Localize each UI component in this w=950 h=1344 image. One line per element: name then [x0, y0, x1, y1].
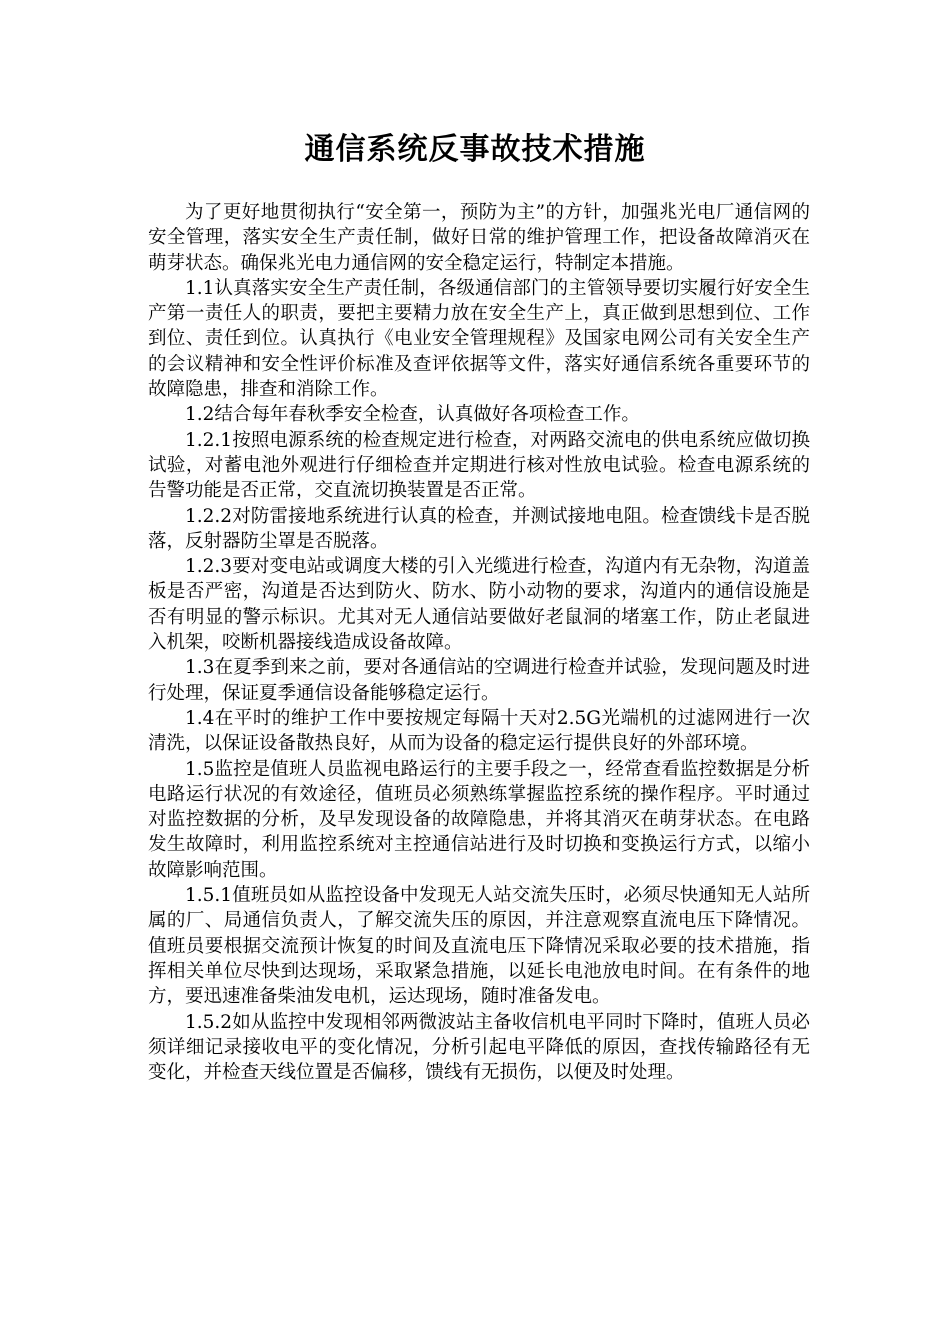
- section-1-5-1-paragraph: 1.5.1值班员如从监控设备中发现无人站交流失压时，必须尽快通知无人站所属的厂、局通信负责人，了解交流失压的原因，并注意观察直流电压下降情况。值班员要根据交流预计恢复的时间及直流电压下降情况采取必要的技术措施，指挥相关单位尽快到达现场，采取紧急措施，以延长电池放电时间。在有条件的地方，要迅速准备柴油发电机，运达现场，随时准备发电。: [148, 885, 810, 1008]
- section-1-2-3-paragraph: 1.2.3要对变电站或调度大楼的引入光缆进行检查，沟道内有无杂物，沟道盖板是否严密，沟道是否达到防火、防水、防小动物的要求，沟道内的通信设施是否有明显的警示标识。尤其对无人通信站要做好老鼠洞的堵塞工作，防止老鼠进入机架，咬断机器接线造成设备故障。: [148, 556, 810, 654]
- intro-paragraph: 为了更好地贯彻执行“安全第一，预防为主”的方针，加强兆光电厂通信网的安全管理，落实安全生产责任制，做好日常的维护管理工作，把设备故障消灭在萌芽状态。确保兆光电力通信网的安全稳定运行，特制定本措施。: [148, 202, 810, 274]
- section-1-1-paragraph: 1.1认真落实安全生产责任制，各级通信部门的主管领导要切实履行好安全生产第一责任人的职责，要把主要精力放在安全生产上，真正做到思想到位、工作到位、责任到位。认真执行《电业安全管理规程》及国家电网公司有关安全生产的会议精神和安全性评价标准及查评依据等文件，落实好通信系统各重要环节的故障隐患，排查和消除工作。: [148, 277, 810, 401]
- section-1-3-paragraph: 1.3在夏季到来之前，要对各通信站的空调进行检查并试验，发现问题及时进行处理，保证夏季通信设备能够稳定运行。: [148, 657, 810, 704]
- document-body: [148, 200, 810, 1085]
- section-1-5-paragraph: 1.5监控是值班人员监视电路运行的主要手段之一，经常查看监控数据是分析电路运行状况的有效途径，值班员必须熟练掌握监控系统的操作程序。平时通过对监控数据的分析，及早发现设备的故障隐患，并将其消灭在萌芽状态。在电路发生故障时，利用监控系统对主控通信站进行及时切换和变换运行方式，以缩小故障影响范围。: [148, 758, 810, 881]
- section-1-5-2-paragraph: 1.5.2如从监控中发现相邻两微波站主备收信机电平同时下降时，值班人员必须详细记录接收电平的变化情况，分析引起电平降低的原因，查找传输路径有无变化，并检查天线位置是否偏移，馈线有无损伤，以便及时处理。: [148, 1011, 810, 1084]
- document-title: 通信系统反事故技术措施: [304, 132, 646, 167]
- section-1-4-paragraph: 1.4在平时的维护工作中要按规定每隔十天对2.5G光端机的过滤网进行一次清洗，以保证设备散热良好，从而为设备的稳定运行提供良好的外部环境。: [148, 707, 810, 755]
- section-1-2-2-paragraph: 1.2.2对防雷接地系统进行认真的检查，并测试接地电阻。检查馈线卡是否脱落，反射器防尘罩是否脱落。: [148, 505, 810, 552]
- section-1-2-paragraph: 1.2结合每年春秋季安全检查，认真做好各项检查工作。: [185, 404, 640, 426]
- section-1-2-1-paragraph: 1.2.1按照电源系统的检查规定进行检查，对两路交流电的供电系统应做切换试验，对蓄电池外观进行仔细检查并定期进行核对性放电试验。检查电源系统的告警功能是否正常，交直流切换装置是否正常。: [148, 429, 810, 502]
